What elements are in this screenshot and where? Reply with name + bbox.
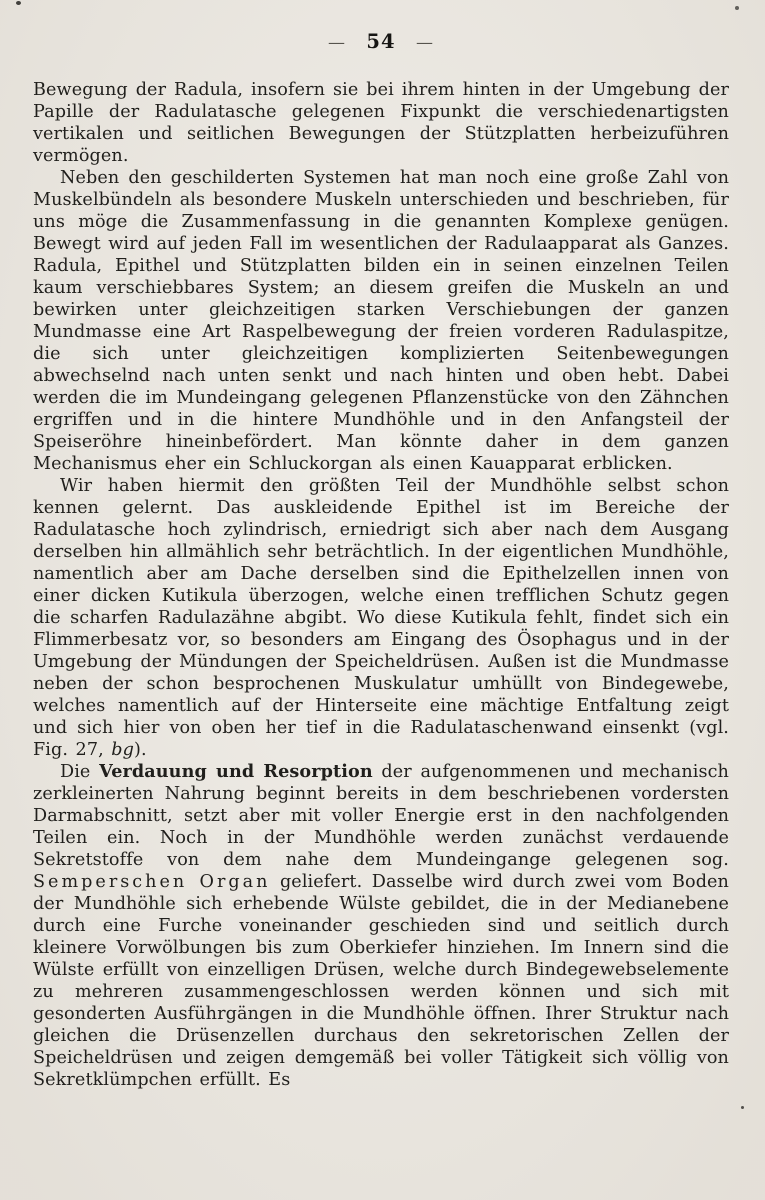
scan-speck — [16, 1, 21, 5]
paragraph — [33, 79, 729, 167]
page-number: 54 — [366, 30, 396, 53]
text-segment-normal: ). — [134, 740, 147, 760]
text-segment-normal: Bewegung der Radula, insofern sie bei ihrem hinten in der Umgebung der Papille der Radulatasche gelegenen Fixpunkt die verschiedenartigsten vertikalen und seitlichen Bewegungen der Stützplatten herbeizuführen vermögen. — [33, 80, 729, 166]
scan-speck — [735, 6, 739, 10]
page-number-dash-left: — — [328, 33, 347, 53]
paragraph — [33, 475, 729, 761]
body-text — [33, 79, 729, 1091]
page-number-dash-right: — — [415, 33, 434, 53]
text-segment-spaced: Semperschen Organ — [33, 872, 271, 892]
text-segment-bold: Verdauung und Resorption — [99, 761, 373, 782]
text-segment-normal: geliefert. Dasselbe wird durch zwei vom Boden der Mundhöhle sich erhebende Wülste gebildet, die in der Medianebene durch eine Furche voneinander geschieden sind und seitlich durch kleinere Vorwölbungen bis zum Oberkiefer hinziehen. Im Innern sind die Wülste erfüllt von einzelligen Drüsen, welche durch Bindegewebselemente zu mehreren zusammengeschlossen werden können und sich mit gesonderten Ausführgängen in die Mundhöhle öffnen. Ihrer Struktur nach gleichen die Drüsenzellen durchaus den sekretorischen Zellen der Speicheldrüsen und zeigen demgemäß bei voller Tätigkeit sich völlig von Sekretklümpchen erfüllt. Es — [33, 872, 729, 1090]
text-segment-normal: Neben den geschilderten Systemen hat man noch eine große Zahl von Muskelbündeln als besondere Muskeln unterschieden und beschrieben, für uns möge die Zusammenfassung in die genannten Komplexe genügen. Bewegt wird auf jeden Fall im wesentlichen der Radulaapparat als Ganzes. Radula, Epithel und Stützplatten bilden ein in seinen einzelnen Teilen kaum verschiebbares System; an diesem greifen die Muskeln an und bewirken unter gleichzeitigen starken Verschiebungen der ganzen Mundmasse eine Art Raspelbewegung der freien vorderen Radulaspitze, die sich unter gleichzeitigen komplizierten Seitenbewegungen abwechselnd nach unten senkt und nach hinten und oben hebt. Dabei werden die im Mundeingang gelegenen Pflanzenstücke von den Zähnchen ergriffen und in die hintere Mundhöhle und in den Anfangsteil der Speiseröhre hineinbefördert. Man könnte daher in dem ganzen Mechanismus eher ein Schluckorgan als einen Kauapparat erblicken. — [33, 168, 729, 474]
text-segment-normal: Die — [60, 762, 100, 782]
scan-speck — [741, 1106, 744, 1109]
paragraph — [33, 761, 729, 1091]
text-segment-italic: bg — [111, 740, 135, 760]
paragraph — [33, 167, 729, 475]
page-header — [33, 30, 729, 53]
text-segment-normal: Wir haben hiermit den größten Teil der Mundhöhle selbst schon kennen gelernt. Das auskleidende Epithel ist im Bereiche der Radulatasche hoch zylindrisch, erniedrigt sich aber nach dem Ausgang derselben hin allmählich sehr beträchtlich. In der eigentlichen Mundhöhle, namentlich aber am Dache derselben sind die Epithelzellen innen von einer dicken Kutikula überzogen, welche einen trefflichen Schutz gegen die scharfen Radulazähne abgibt. Wo diese Kutikula fehlt, findet sich ein Flimmerbesatz vor, so besonders am Eingang des Ösophagus und in der Umgebung der Mündungen der Speicheldrüsen. Außen ist die Mundmasse neben der schon besprochenen Muskulatur umhüllt von Bindegewebe, welches namentlich auf der Hinterseite eine mächtige Entfaltung zeigt und sich hier von oben her tief in die Radulataschenwand einsenkt (vgl. Fig. 27, — [33, 476, 729, 760]
text-segment-normal: der aufgenommenen und mechanisch zerkleinerten Nahrung beginnt bereits in dem beschriebenen vordersten Darmabschnitt, setzt aber mit voller Energie erst in den nachfolgenden Teilen ein. Noch in der Mundhöhle werden zunächst verdauende Sekretstoffe von dem nahe dem Mundeingange gelegenen sog. — [33, 762, 729, 870]
